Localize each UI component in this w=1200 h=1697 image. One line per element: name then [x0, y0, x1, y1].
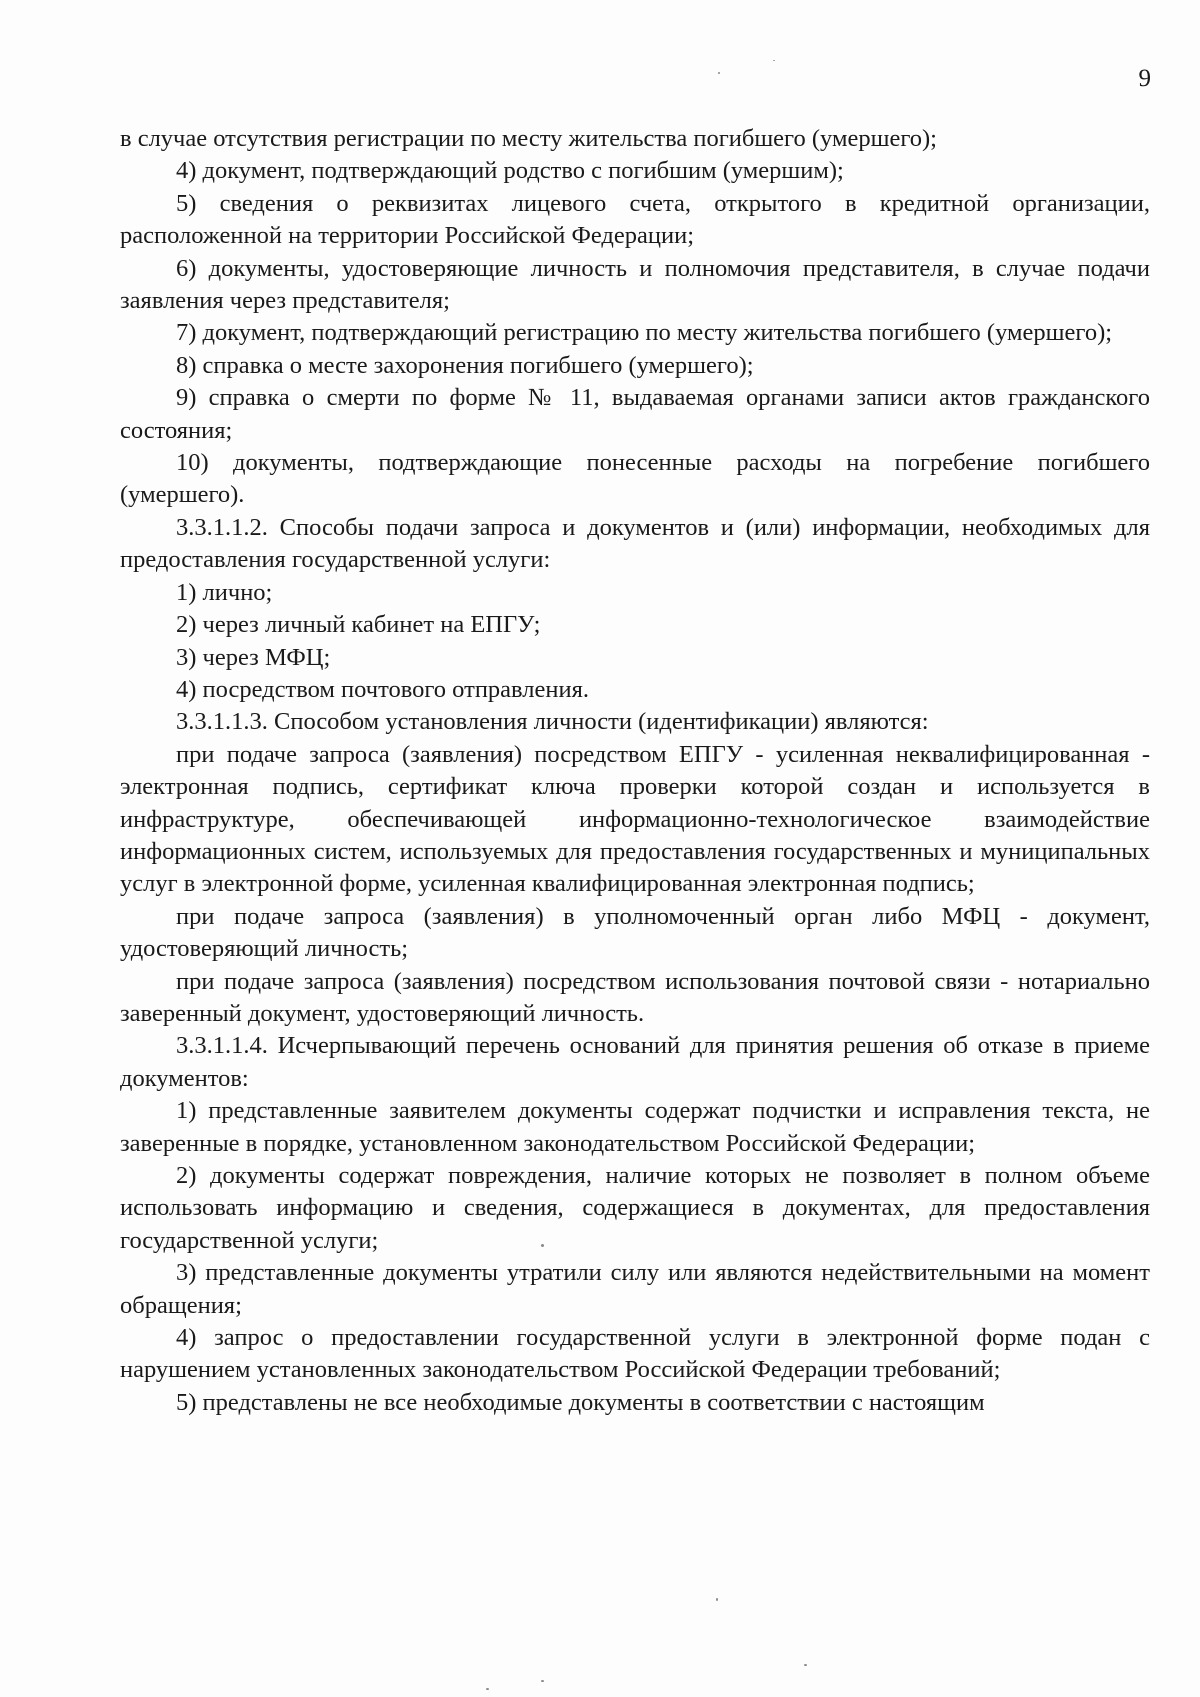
refusal-reason-4-electronic-violation: 4) запрос о предоставлении государственной услуги в электронной форме подан с нарушением установленных законодательством Российской Федерации требований; — [120, 1324, 1150, 1384]
section-3-3-1-1-3-heading: 3.3.1.1.3. Способом установления личности (идентификации) являются: — [176, 708, 929, 736]
list-item-8-burial-certificate: 8) справка о месте захоронения погибшего (умершего); — [176, 351, 754, 379]
scan-speck — [541, 1680, 544, 1682]
refusal-reason-5-incomplete-documents: 5) представлены не все необходимые документы в соответствии с настоящим — [176, 1388, 985, 1416]
scan-speck — [486, 1688, 489, 1690]
list-item-7-registration-document: 7) документ, подтверждающий регистрацию по месту жительства погибшего (умершего); — [176, 319, 1113, 347]
section-3-3-1-1-2-heading: 3.3.1.1.2. Способы подачи запроса и документов и (или) информации, необходимых для предоставления государственной услуги: — [120, 513, 1150, 574]
scan-speck — [718, 72, 720, 74]
refusal-reason-1-corrections: 1) представленные заявителем документы содержат подчистки и исправления текста, не заверенные в порядке, установленном законодательством Российской Федерации; — [120, 1097, 1150, 1157]
scan-speck — [541, 1244, 544, 1247]
submission-method-epgu: 2) через личный кабинет на ЕПГУ; — [176, 611, 541, 639]
refusal-reason-3-invalid-documents: 3) представленные документы утратили силу или являются недействительными на момент обращения; — [120, 1259, 1150, 1319]
paragraph-continuation: в случае отсутствия регистрации по месту жительства погибшего (умершего); — [120, 125, 937, 152]
submission-method-mfc: 3) через МФЦ; — [176, 643, 331, 671]
identification-via-mail: при подаче запроса (заявления) посредством использования почтовой связи - нотариально заверенный документ, удостоверяющий личность. — [120, 967, 1150, 1027]
refusal-reason-2-damage: 2) документы содержат повреждения, наличие которых не позволяет в полном объеме использовать информацию и сведения, содержащиеся в документах, для предоставления государственной услуги; — [120, 1162, 1150, 1254]
scan-speck — [804, 1664, 807, 1666]
submission-method-in-person: 1) лично; — [176, 578, 273, 606]
list-item-9-death-certificate: 9) справка о смерти по форме № 11, выдаваемая органами записи актов гражданского состояния; — [120, 384, 1150, 444]
identification-via-epgu: при подаче запроса (заявления) посредством ЕПГУ - усиленная неквалифицированная - электронная подпись, сертификат ключа проверки которой создан и используется в инфраструктуре, обеспечивающей информационно-технологическое взаимодействие информационных систем, используемых для предоставления государственных и муниципальных услуг в электронной форме, усиленная квалифицированная электронная подпись; — [120, 740, 1150, 898]
list-item-6-representative-documents: 6) документы, удостоверяющие личность и полномочия представителя, в случае подачи заявления через представителя; — [120, 254, 1150, 315]
list-item-4-kinship-document: 4) документ, подтверждающий родство с погибшим (умершим); — [176, 157, 844, 185]
scan-speck — [773, 60, 775, 61]
identification-via-authority-or-mfc: при подаче запроса (заявления) в уполномоченный орган либо МФЦ - документ, удостоверяющий личность; — [120, 902, 1150, 963]
page-number: 9 — [1138, 65, 1151, 92]
submission-method-mail: 4) посредством почтового отправления. — [176, 675, 590, 703]
section-3-3-1-1-4-heading: 3.3.1.1.4. Исчерпывающий перечень оснований для принятия решения об отказе в приеме документов: — [120, 1032, 1150, 1092]
scan-speck — [716, 1598, 718, 1601]
list-item-10-funeral-expenses: 10) документы, подтверждающие понесенные расходы на погребение погибшего (умершего). — [120, 449, 1150, 509]
list-item-5-bank-account: 5) сведения о реквизитах лицевого счета, открытого в кредитной организации, расположенной на территории Российской Федерации; — [120, 189, 1150, 250]
document-body — [120, 123, 1150, 1419]
